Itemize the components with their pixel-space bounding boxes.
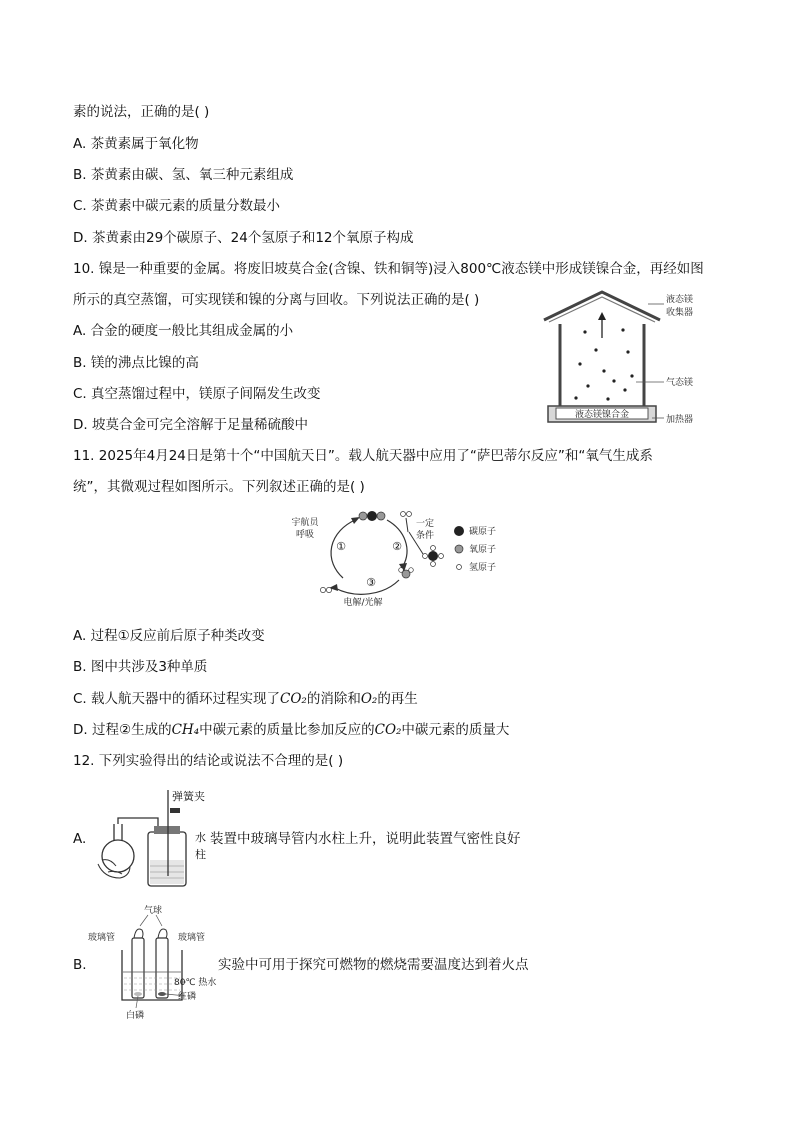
q9-option-a[interactable]: A. 茶黄素属于氧化物 — [73, 136, 199, 152]
co2-formula: CO₂ — [280, 691, 307, 707]
step1-label: ① — [336, 540, 346, 553]
ch4-formula: CH₄ — [171, 722, 200, 738]
q12-option-b-label[interactable]: B. — [73, 957, 87, 973]
step3-label: ③ — [366, 576, 376, 589]
test-tube-right — [156, 938, 168, 998]
legend-oxygen: 氧原子 — [469, 545, 497, 555]
q12-airtight-figure — [90, 786, 215, 892]
q11-cycle-figure — [285, 508, 515, 608]
water-label1: 水 — [195, 831, 206, 844]
balloon-label: 气球 — [144, 906, 163, 916]
q12-option-b-text: 实验中可用于探究可燃物的燃烧需要温度达到着火点 — [218, 957, 529, 973]
condition-label2: 条件 — [415, 531, 435, 541]
q9-option-c[interactable]: C. 茶黄素中碳元素的质量分数最小 — [73, 198, 281, 214]
q10-stem-line1: 10. 镍是一种重要的金属。将废旧坡莫合金(含镍、铁和铜等)浸入800℃液态镁中形成镁镍合金，再经如图 — [73, 261, 704, 277]
q12-option-a-label[interactable]: A. — [73, 831, 87, 847]
q9-option-b[interactable]: B. 茶黄素由碳、氢、氧三种元素组成 — [73, 167, 294, 183]
step2-label: ② — [392, 540, 402, 553]
q11-stem-line1: 11. 2025年4月24日是第十个“中国航天日”。载人航天器中应用了“萨巴蒂尔反应”和“氧气生成系 — [73, 448, 653, 464]
gas-dots — [574, 328, 633, 400]
q12-stem: 12. 下列实验得出的结论或说法不合理的是( ) — [73, 753, 344, 769]
alloy-label: 液态镁镍合金 — [574, 410, 630, 420]
legend-carbon-mark — [454, 526, 464, 536]
stopper — [154, 826, 180, 834]
white-phosphorus — [134, 992, 142, 996]
tube-right-label: 玻璃管 — [178, 933, 206, 943]
co2-formula: CO₂ — [374, 722, 402, 738]
legend-oxygen-mark — [455, 545, 463, 553]
connecting-tube — [118, 818, 158, 832]
q10-option-c[interactable]: C. 真空蒸馏过程中，镁原子间隔发生改变 — [73, 386, 321, 402]
q12-option-a-text: 装置中玻璃导管内水柱上升，说明此装置气密性良好 — [210, 831, 521, 847]
q9-stem-tail: 素的说法，正确的是( ) — [73, 104, 210, 120]
q10-option-a[interactable]: A. 合金的硬度一般比其组成金属的小 — [73, 323, 294, 339]
balloon-right — [158, 929, 167, 938]
test-tube-left — [132, 938, 144, 998]
flask — [102, 840, 134, 872]
red-p-label: 红磷 — [178, 992, 197, 1002]
legend-hydrogen: 氢原子 — [469, 563, 497, 573]
white-p-label: 白磷 — [126, 1011, 145, 1021]
q11-option-b[interactable]: B. 图中共涉及3种单质 — [73, 659, 208, 675]
gas-label: 气态镁 — [666, 378, 694, 388]
q11-option-c[interactable]: C. 载人航天器中的循环过程实现了CO₂的消除和O₂的再生 — [73, 691, 418, 707]
hot-water-label: 80℃ 热水 — [174, 978, 217, 988]
q11-stem-line2: 统”，其微观过程如图所示。下列叙述正确的是( ) — [73, 479, 365, 495]
electrolysis-label: 电解/光解 — [343, 598, 383, 608]
red-phosphorus — [158, 992, 166, 996]
breath-label2: 呼吸 — [295, 530, 315, 540]
heater-label: 加热器 — [666, 415, 694, 425]
balloon-left — [134, 929, 143, 938]
spring-clip — [170, 808, 180, 813]
beaker — [122, 950, 182, 1000]
clip-label: 弹簧夹 — [172, 790, 205, 803]
tube-left-label: 玻璃管 — [88, 933, 116, 943]
o2-formula: O₂ — [360, 691, 378, 707]
collector-label: 液态镁 — [666, 295, 694, 305]
q10-stem-line2: 所示的真空蒸馏，可实现镁和镍的分离与回收。下列说法正确的是( ) — [73, 292, 480, 308]
q12-combustion-figure — [86, 902, 226, 1022]
collector-label2: 收集器 — [666, 308, 694, 318]
condition-label1: 一定 — [415, 519, 435, 529]
legend-carbon: 碳原子 — [469, 527, 497, 537]
q10-option-b[interactable]: B. 镁的沸点比镍的高 — [73, 355, 199, 371]
q10-distillation-figure — [540, 288, 710, 433]
legend-hydrogen-mark — [457, 565, 462, 570]
q11-option-d[interactable]: D. 过程②生成的CH₄中碳元素的质量比参加反应的CO₂中碳元素的质量大 — [73, 722, 510, 738]
q9-option-d[interactable]: D. 茶黄素由29个碳原子、24个氢原子和12个氧原子构成 — [73, 230, 414, 246]
breath-label1: 宇航员 — [291, 518, 319, 528]
q11-option-a[interactable]: A. 过程①反应前后原子种类改变 — [73, 628, 265, 644]
water-label2: 柱 — [195, 848, 206, 861]
q10-option-d[interactable]: D. 坡莫合金可完全溶解于足量稀硫酸中 — [73, 417, 308, 433]
